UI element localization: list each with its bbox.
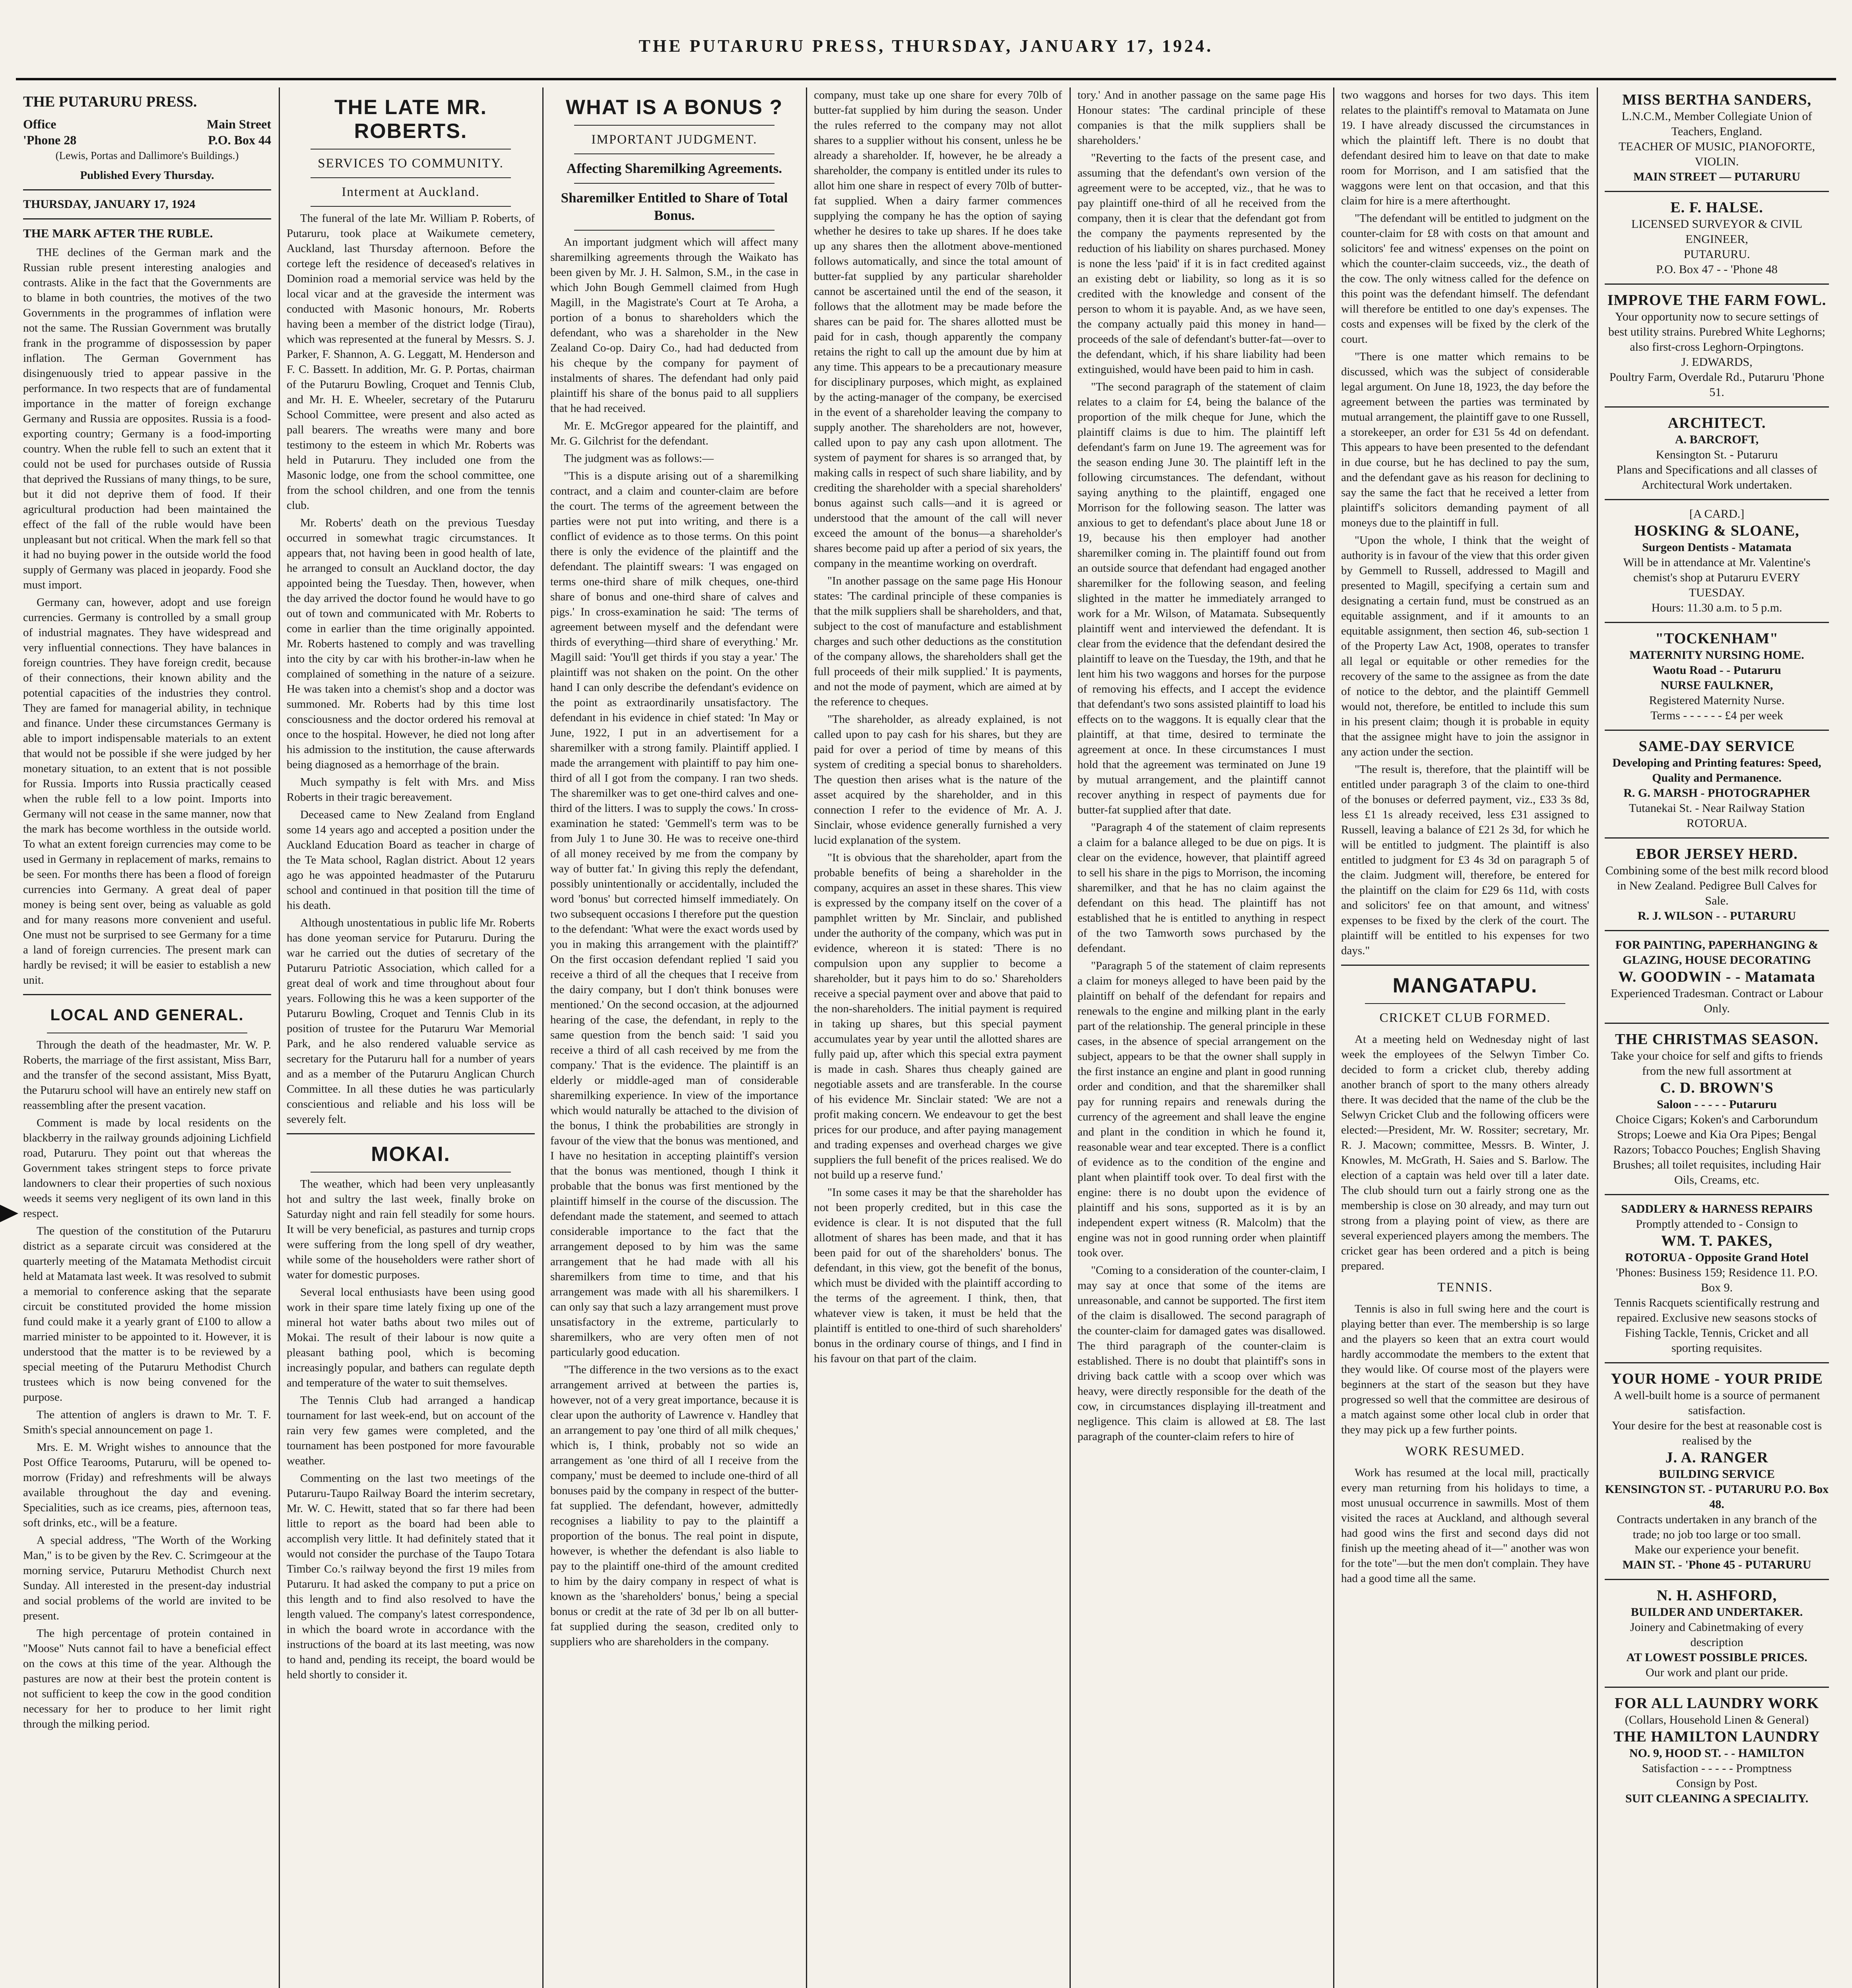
published-line: Published Every Thursday. (80, 169, 214, 182)
ad-ebor-jersey: EBOR JERSEY HERD. Combining some of the best milk record blood in New Zealand. Pedigree Bull Calves for Sale. R. J. WILSON - - PUTARURU (1605, 846, 1829, 922)
bonus-subheading: Affecting Sharemilking Agreements. (566, 161, 782, 176)
divider (1605, 1579, 1829, 1580)
divider (574, 230, 775, 231)
ad-tockenham: "TOCKENHAM" MATERNITY NURSING HOME. Waotu Road - - Putaruru NURSE FAULKNER, Registered Maternity Nurse. Terms - - - - - - £4 per week (1629, 630, 1804, 722)
masthead-rule (16, 78, 1836, 80)
local-paragraph: The high percentage of protein contained in "Moose" Nuts cannot fail to have a beneficial effect on the cows at this time of the year. Although the pastures are now at their best the protein content is not sufficient to keep the cow in the good condition necessary for her to produce to her limit right through the milking period. (23, 1627, 271, 1730)
judgment-paragraph: "Reverting to the facts of the present case, and assuming that the defendant's own version of the agreement were to be accepted, viz., that he was to pay plaintiff one-third of all he received from the company, then it is clear that the defendant got from the company the payments represented by the reduction of his liability on shares purchased. Money is none the less 'paid' if it is in fact credited against an existing debt or liability, so long as it is so credited with the knowledge and consent of the person to whom it is payable. And, as we have seen, the company actually paid this money in hand—proceeds of the sale of defendant's butter-fat—over to the defendant, which, if his share liability had been extinguished, would have been paid to him in cash. (1077, 151, 1326, 376)
ad-hosking-sloane: [A CARD.] HOSKING & SLOANE, Surgeon Dentists - Matamata Will be in attendance at Mr. Valentine's chemist's shop at Putaruru EVERY TUESDAY. Hours: 11.30 a.m. to 5 p.m. (1623, 507, 1811, 614)
local-paragraph: The attention of anglers is drawn to Mr. T. F. Smith's special announcement on page 1. (23, 1408, 271, 1436)
judgment-paragraph: "The shareholder, as already explained, is not called upon to pay cash for his shares, but they are paid for over a period of time by means of this system of crediting a special bonus to shareholders. The question then arises what is the nature of the asset acquired by the shareholder, and in this connection I refer to the evidence of Mr. A. J. Sinclair, whose evidence generally furnished a very lucid explanation of the system. (814, 713, 1062, 846)
office-line: Office Main Street (23, 117, 271, 131)
divider (311, 206, 511, 207)
local-paragraph: Through the death of the headmaster, Mr. W. P. Roberts, the marriage of the first assistant, Miss Barr, and the transfer of the second assistant, Miss Byatt, the Putaruru school will have an entirely new staff on reassembling after the present vacation. (23, 1039, 271, 1112)
work-subheading: WORK RESUMED. (1405, 1444, 1525, 1458)
local-general-title: LOCAL AND GENERAL. (50, 1006, 244, 1024)
column-7-advertisements (1598, 87, 1836, 1988)
column-6 (1334, 87, 1596, 1988)
mokai-paragraph: Commenting on the last two meetings of the Putaruru-Taupo Railway Board the interim secretary, Mr. W. C. Hewitt, stated that so far there had been little to report as the board had been able to accomplish very little. It had definitely stated that it would not consider the purchase of the Taupo Totara Timber Co.'s railway beyond the first 19 miles from Putaruru. It had asked the company to put a price on this length and to find also resolved to have the length valued. The company's latest correspondence, in which the board wrote in accordance with the instructions of the board at its last meeting, was now to hand and, pending its receipt, the board would be held shortly to consider it. (287, 1472, 535, 1681)
mokai-headline: MOKAI. (371, 1143, 450, 1166)
divider (1605, 499, 1829, 500)
judgment-paragraph: "In another passage on the same page His Honour states: 'The cardinal principle of these companies is that the milk suppliers shall be shareholders, and that, subject to the cost of manufacture and establishment charges and such other deductions as the constitution of the company allows, the shareholders shall get the full proceeds of their milk supplied.' It is payments, and not the mode of payment, which are aimed at by the reference to cheques. (814, 575, 1062, 708)
divider (1605, 622, 1829, 623)
ad-christmas-season: THE CHRISTMAS SEASON. Take your choice for self and gifts to friends from the new full assortment at C. D. BROWN'S Saloon - - - - - Putaruru Choice Cigars; Koken's and Carborundum Strops; Loewe and Kia Ora Pipes; Bengal Razors; Tobacco Pouches; English Shaving Brushes; all toilet requisites, including Hair Oils, Creams, etc. (1611, 1031, 1823, 1186)
divider (574, 153, 775, 154)
divider (1341, 965, 1589, 966)
bonus-paragraph: The judgment was as follows:— (564, 452, 714, 465)
divider (1605, 1023, 1829, 1024)
column-4 (807, 87, 1069, 1988)
ad-architect: ARCHITECT. A. BARCROFT, Kensington St. - Putaruru Plans and Specifications and all classes of Architectural Work undertaken. (1616, 415, 1817, 491)
cricket-subheading: CRICKET CLUB FORMED. (1379, 1011, 1551, 1025)
divider (23, 189, 271, 190)
leader-title: THE MARK AFTER THE RUBLE. (23, 226, 213, 240)
divider (23, 994, 271, 995)
divider (1365, 1003, 1565, 1004)
bonus-subheading: Sharemilker Entitled to Share of Total Bonus. (561, 190, 788, 223)
roberts-subheading: SERVICES TO COMMUNITY. (318, 156, 504, 171)
judgment-paragraph: "Upon the whole, I think that the weight of authority is in favour of the view that this order given by Gemmell to Russell, addressed to Magill and presented to Magill, specifying a certain sum and designating a certain fund, must be construed as an equitable assignment, and if it amounts to an equitable assignment, then section 46, sub-section 1 of the Property Law Act, 1908, operates to transfer all legal or equitable or other remedies for the recovery of the same to the assignee as from the date of notice to the debtor, and the plaintiff Gemmell would not, therefore, be entitled to include this sum in his present claim; though it is probable in equity that the assignee might have to join the assignor in any action under the section. (1341, 534, 1589, 758)
ad-pakes-saddlery: SADDLERY & HARNESS REPAIRS Promptly attended to - Consign to WM. T. PAKES, ROTORUA - Opposite Grand Hotel 'Phones: Business 159; Residence 11. P.O. Box 9. Tennis Racquets scientifically restrung and repaired. Exclusive new seasons stocks of Fishing Tackle, Tennis, Cricket and all sporting requisites. (1614, 1202, 1820, 1355)
leader-paragraph: Germany can, however, adopt and use foreign currencies. Germany is controlled by a small group of industrial magnates. They have widespread and very influential connections. They have balances in foreign countries. They have foreign credit, because of their connections, their known ability and the potential capacities of the industries they control. They are famed for managerial ability, in technique and finance. Under these circumstances Germany is able to import indispensable materials to an extent that would not be possible if she were judged by her monetary situation, to an extent that is not possible for Russia. Imports into Russia practically ceased when the ruble fell to a low point. Imports into Germany will not cease in the same manner, now that the mark has become worthless in the outside world. To what an extent foreign currencies may come to be used in Germany in replacement of marks, remains to be seen. For months there has been a flood of foreign currencies into Germany. A great deal of paper money is being sent over, being as valuable as gold and for many reasons more convenient and useful. One must not be surprised to see Germany for a time a land of foreign currencies. The present mark can hardly be revised; it will be easier to establish a new unit. (23, 596, 271, 986)
judgment-paragraph: "It is obvious that the shareholder, apart from the probable benefits of being a shareholder in the company, acquires an asset in these shares. This view is expressed by the company itself on the cover of a pamphlet written by Mr. Sinclair, and published under the authority of the company, which was put in evidence, whereon it is stated: 'There is no compulsion upon any supplier to become a shareholder, but it pays him to do so.' Shareholders receive a special payment over and above that paid to the non-shareholders. The initial payment is required in taking up shares, but this special payment accumulates year by year until the allotted shares are fully paid up, after which this special extra payment is made in cash. Shares thus cheaply gained are negotiable assets and are transferable. In the course of his evidence Mr. Sinclair stated: 'We are not a profit making concern. We endeavour to get the best prices for our produce, and after paying management and trading expenses and overhead charges we give suppliers the full benefit of the prices realised. We do not build up a reserve fund.' (814, 851, 1062, 1181)
column-1 (16, 87, 278, 1988)
ad-ranger-building: YOUR HOME - YOUR PRIDE A well-built home is a source of permanent satisfaction. Your desire for the best at reasonable cost is realised by the J. A. RANGER BUILDING SERVICE KENSINGTON ST. - PUTARURU P.O. Box 48. Contracts undertaken in any branch of the trade; no job too large or too small. Make our experience your benefit. MAIN ST. - 'Phone 45 - PUTARURU (1605, 1371, 1829, 1571)
judgment-paragraph: "In some cases it may be that the shareholder has not been properly credited, but in this case the evidence is clear. It is not disputed that the full allotment of shares has been made, and that it has been paid for out of the shareholders' bonus. The defendant, in this view, got the benefit of the bonus, which must be divided with the plaintiff according to the terms of the agreement. I think, then, that whatever view is taken, it must be held that the plaintiff is entitled to one-third of such shareholders' bonus in the ordinary course of things, and I find in his favour on that part of the claim. (814, 1186, 1062, 1365)
divider (1605, 191, 1829, 192)
ad-goodwin: FOR PAINTING, PAPERHANGING & GLAZING, HOUSE DECORATING W. GOODWIN - - Matamata Experienced Tradesman. Contract or Labour Only. (1610, 938, 1823, 1015)
mokai-paragraph: The weather, which had been very unpleasantly hot and sultry the last week, finally broke on Saturday night and rain fell steadily for some hours. It will be very beneficial, as pastures and turnip crops were suffering from the long spell of dry weather, while some of the householders were rather short of water for domestic purposes. (287, 1178, 535, 1281)
judgment-paragraph: "The result is, therefore, that the plaintiff will be entitled under paragraph 3 of the claim to one-third of the bonuses or deferred payment, viz., £33 3s 8d, less £1 1s already received, less £31 assigned to Russell, leaving a balance of £21 2s 3d, for which he will be entitled to judgment. The plaintiff is also entitled to judgment for £3 4s 3d on paragraph 5 of the claim. Judgment will, therefore, be entered for the plaintiff on the claim for £29 6s 11d, with costs and solicitors' fee on that amount, and witness' expenses to be fixed by the clerk of the court. The plaintiff will be entitled to his expenses for two days." (1341, 763, 1589, 957)
column-5 (1070, 87, 1333, 1988)
judgment-paragraph: "Coming to a consideration of the counter-claim, I may say at once that some of the items are unreasonable, and cannot be supported. The first item of the claim is disallowed. The second paragraph of the counter-claim for damaged gates was disallowed. The third paragraph of the counter-claim is established. There is no doubt that plaintiff's sons in driving back cattle with a scoop over which was heavy, were directly responsible for the death of the cow, in circumstances displaying ill-treatment and negligence. This claim is allowed at £8. The last paragraph of the counter-claim refers to hire of (1077, 1264, 1326, 1443)
divider (1605, 930, 1829, 931)
judgment-paragraph: "The second paragraph of the statement of claim relates to a claim for £4, being the balance of the proportion of the milk cheque for June, which the plaintiff claims is due to him. The plaintiff left defendant's farm on June 19. The agreement was for the season ending June 30. The plaintiff left in the following circumstances. The defendant, without saying anything to the plaintiff, engaged one Morrison for the following season. The latter was anxious to get to defendant's place about June 18 or 19, because his then employer had another sharemilker coming in. The plaintiff found out from an outside source that defendant had engaged another sharemilker for the following season, and feeling slighted in the matter he immediately arranged to work for a Mr. Wilson, of Matamata. Subsequently plaintiff went and interviewed the defendant. It is clear from the evidence that the defendant desired the plaintiff to leave on the Tuesday, the 19th, and that he lent him his two waggons and horses for the purpose of removing his effects, and I accept the evidence that defendant's two sons assisted plaintiff to load his effects on to the waggons. It is equally clear that the plaintiff, at that time, desired to terminate the agreement at once. In these circumstances I must hold that the agreement was terminated on June 19 by mutual arrangement, and the plaintiff cannot recover anything in respect of payments due for butter-fat supplied after that date. (1077, 381, 1326, 816)
printers-line: (Lewis, Portas and Dallimore's Buildings.) (55, 149, 239, 161)
mangatapu-headline: MANGATAPU. (1392, 974, 1538, 997)
divider (574, 183, 775, 184)
divider (311, 177, 511, 178)
divider (23, 218, 271, 219)
divider (1605, 1687, 1829, 1688)
tennis-subheading: TENNIS. (1437, 1280, 1493, 1295)
bonus-paragraph: An important judgment which will affect many sharemilking agreements through the Waikato has been given by Mr. J. H. Salmon, S.M., in the case in which John Bough Gemmell claimed from Hugh Magill, in the Magistrate's Court at Te Aroha, a portion of a bonus to shareholders which the defendant, who was a shareholder in the New Zealand Co-op. Dairy Co., had had deducted from his cheque by the company for payment of instalments of shares. The defendant had only paid plaintiff his share of the bonus paid to all suppliers that he had received. (550, 236, 798, 415)
roberts-paragraph: The funeral of the late Mr. William P. Roberts, of Putaruru, took place at Waikumete cemetery, Auckland, last Thursday afternoon. Before the cortege left the residence of deceased's relatives in Dominion road a memorial service was held by the local vicar and at the graveside the interment was conducted with Masonic honours, Mr. Roberts having been a member of the district lodge (Tirau), which was represented at the funeral by Messrs. S. J. Parker, F. Shannon, A. G. Leggatt, M. Henderson and F. C. Bassett. In addition, Mr. G. P. Portas, chairman of the Putaruru Bowling, Croquet and Tennis Club, and Mr. H. E. Wheeler, secretary of the Putaruru School Committee, were present and also acted as pall bearers. The wreaths were many and bore testimony to the esteem in which Mr. Roberts was held in Putaruru. They included one from the Masonic lodge, one from the school committee, one from the school children, and one from the tennis club. (287, 212, 535, 512)
dateline: THURSDAY, JANUARY 17, 1924 (23, 198, 196, 211)
judgment-paragraph: tory.' And in another passage on the same page His Honour states: 'The cardinal principle of these companies is that the milk suppliers shall be shareholders.' (1077, 89, 1326, 147)
ad-hamilton-laundry: FOR ALL LAUNDRY WORK (Collars, Household Linen & General) THE HAMILTON LAUNDRY NO. 9, HOOD ST. - - HAMILTON Satisfaction - - - - - Promptness Consign by Post. SUIT CLEANING A SPECIALITY. (1613, 1695, 1820, 1805)
ad-marsh-photographer: SAME-DAY SERVICE Developing and Printing features: Speed, Quality and Permanence. R. G. MARSH - PHOTOGRAPHER Tutanekai St. - Near Railway Station ROTORUA. (1612, 738, 1821, 830)
divider (1605, 1194, 1829, 1195)
judgment-paragraph: "There is one matter which remains to be discussed, which was the subject of considerable legal argument. On June 18, 1923, the day before the agreement between the parties was terminated by mutual arrangement, the plaintiff gave to one Russell, a storekeeper, an order for £31 5s 4d on defendant. This appears to have been presented to the defendant in due course, but he has declined to pay the sum, and the defendant gave as his reason for declining to say the same the fact that he received a letter from plaintiff's solicitors demanding payment of all moneys due to the plaintiff in full. (1341, 350, 1589, 529)
bonus-paragraph: "This is a dispute arising out of a sharemilking contract, and a claim and counter-claim are before the court. The terms of the agreement between the parties were not put into writing, and there is a conflict of evidence as to those terms. On this point there is only the evidence of the plaintiff and the defendant. The plaintiff swears: 'I was engaged on terms one-third share of milk cheques, one-third share of bonus and one-third share of calves and pigs.' In cross-examination he said: 'The terms of agreement between myself and the defendant were thirds of everything—third share of everything.' Mr. Magill said: 'You'll get thirds if you stay a year.' The plaintiff was not shaken on the point. On the other hand I can only describe the defendant's evidence on the point as extraordinarily unsatisfactory. The defendant in his evidence in chief stated: 'In May or June, 1922, I put in an advertisement for a sharemilker with a strong family. Plaintiff applied. I made the arrangement with plaintiff to pay him one-third of all I got from the company. I ran two sheds. The sharemilker was to get one-third calves and one-third of the litters. I was to supply the cows.' In cross-examination he stated: 'Gemmell's term was to be from July 1 to June 30. He was to receive one-third of all money received by me from the company by way of butter fat.' In giving this reply the defendant, possibly unintentionally or accidentally, included the word 'bonus' but corrected himself immediately. On two subsequent occasions I therefore put the question to the defendant: 'What were the exact words used by you in making this arrangement with the plaintiff?' On the first occasion defendant replied 'I said you receive a third of all the cheques that I receive from the dairy company, but I don't think bonuses were mentioned.' On the second occasion, at the adjourned hearing of the case, the defendant, in reply to the same question from the bench said: 'I said you receive a third of all cash received by me from the company.' That is the evidence. The plaintiff is an elderly or middle-aged man of considerable sharemilking experience. In view of the importance which would naturally be attached to the division of the bonus, I think the probabilities are strongly in favour of the view that the bonus was mentioned, and I have no hesitation in accepting plaintiff's version that the bonus was mentioned, though I think it probable that the bonus was first mentioned by the plaintiff himself in the course of the discussion. The defendant made the statement, and seemed to attach considerable importance to the fact that the arrangement deposed to by him was the same arrangement that he had made with all his sharemilkers from time to time, and that his arrangement was made with all his sharemilkers. I can only say that such a lazy arrangement must prove unsatisfactory in the extreme, particularly to sharemilkers, who are very often men of not particularly good education. (550, 470, 798, 1359)
divider (1605, 1362, 1829, 1363)
roberts-paragraph: Although unostentatious in public life Mr. Roberts has done yeoman service for Putaruru. During the war he carried out the duties of secretary of the Putaruru Patriotic Association, which called for a great deal of work and time throughout about four years. Following this he was a keen supporter of the Putaruru Bowling, Croquet and Tennis Club in its position of trustee for the Putaruru War Memorial Park, and he also rendered valuable service as secretary for the Putaruru hall for a number of years and as a member of the Putaruru Anglican Church Committee. In all these duties he was particularly conscientious and reliable and his loss will be severely felt. (287, 916, 535, 1126)
judgment-paragraph: "Paragraph 5 of the statement of claim represents a claim for moneys alleged to have been paid by the plaintiff on behalf of the defendant for repairs and renewals to the engine and milking plant in the early part of the relationship. The general principle in these cases, in the absence of special arrangement on the subject, appears to be that the owner shall supply in the first instance an engine and plant in good running order and condition, and that the sharemilker shall pay for running repairs and renewals during the currency of the agreement and shall leave the engine and plant in the condition in which he found it, reasonable wear and tear excepted. There is a conflict of evidence as to the condition of the engine and plant when plaintiff took over. To deal first with the engine: there is no doubt upon the evidence of plaintiff and his sons, supported as it is by an independent expert witness (R. Malcolm) that the engine was not in good running order when plaintiff took over. (1077, 959, 1326, 1259)
judgment-paragraph: two waggons and horses for two days. This item relates to the plaintiff's removal to Matamata on June 19. I have already discussed the circumstances in which the plaintiff left. There is no doubt that defendant desired him to leave on that date to make room for Morrison, and I am satisfied that the waggons were lent on that occasion, and that this claim for hire is a mere afterthought. (1341, 89, 1589, 207)
phone-line: 'Phone 28 P.O. Box 44 (23, 133, 271, 147)
bonus-paragraph: Mr. E. McGregor appeared for the plaintiff, and Mr. G. Gilchrist for the defendant. (550, 419, 798, 447)
divider (1605, 283, 1829, 285)
roberts-paragraph: Mr. Roberts' death on the previous Tuesday occurred in somewhat tragic circumstances. It appears that, not having been in good health of late, he arranged to consult an Auckland doctor, the day appointed being the Tuesday. Then, however, when the day arrived the doctor found he would have to go out of town and communicated with Mr. Roberts to come in earlier than the time originally appointed. Mr. Roberts hastened to comply and was travelling into the city by car with his brother-in-law when he complained of something in the nature of a seizure. He was taken into a chemist's shop and a doctor was summoned. Mr. Roberts had by this time lost consciousness and the doctor ordered his removal at once to the hospital. However, he died not long after his admission to the institution, the cause afterwards being diagnosed as a hemorrhage of the brain. (287, 516, 535, 771)
judgment-paragraph: company, must take up one share for every 70lb of butter-fat supplied by him during the season. Under the rules referred to the company may not allot shares to a supplier without his consent, unless he be already a shareholder. If, however, he be already a shareholder, the company is entitled under its rules to allot him one share in respect of every 70lb of butter-fat supplied. When a dairy farmer commences supplying the company he has the option of saying whether he desires to take up shares. If he does take up any shares then the allotment above-mentioned follows automatically, and since the total amount of butter-fat supplied by any particular shareholder cannot be ascertained until the end of the season, it follows that the allotment may be made before the shares can be paid for. The shares allotted must be paid for in cash, though apparently the company retains the right to call up the amount due by him at any time. This appears to be a precautionary measure for disciplinary purposes, which might, as explained by the acting-manager of the company, be exercised in the event of a shareholder leaving the company to supply another. The shareholders are not, however, called upon to pay any cash upon allotment. The system of payment for shares is so arranged that, by making calls in respect of such share liability, and by crediting the shareholder with a special shareholders' bonus against such calls—and it is agreed or understood that the amount of the call will never exceed the amount of the bonus—a shareholder's shares become paid up after a period of six years, the company in the meantime working on overdraft. (814, 89, 1062, 570)
column-3 (543, 87, 806, 1988)
masthead: THE PUTARURU PRESS, THURSDAY, JANUARY 17, 1924. (639, 36, 1213, 56)
divider (1605, 837, 1829, 839)
local-paragraph: A special address, "The Worth of the Working Man," is to be given by the Rev. C. Scrimgeour at the morning service, Putaruru Methodist Church next Sunday. All interested in the present-day industrial and social problems of the world are invited to be present. (23, 1534, 271, 1622)
leader-paragraph: THE declines of the German mark and the Russian ruble present interesting analogies and contrasts. Alike in the fact that the Governments are to blame in both countries, the motives of the two Governments in the programmes of inflation were not the same. The Russian Government was brutally frank in the programme of dispossession by paper inflation. The German Government has disingenuously tried to appear passive in the performance. In two respects that are of fundamental importance in the matter of foreign exchange Germany and Russia are opposites. Russia is a food-exporting country; Germany is a food-importing country. When the ruble fell to such an extent that it could not be used for purchases outside of Russia that deprived the Russians of many things, to be sure, but it did not deprive them of food. If their agricultural production had been maintained the effect of the fall of the ruble would have been unpleasant but not critical. When the mark fell so that it had no buying power in the outside world the food supply of Germany was placed in jeopardy. Food she must import. (23, 246, 271, 591)
divider (287, 1133, 535, 1134)
bonus-subheading: IMPORTANT JUDGMENT. (591, 132, 757, 147)
ad-ashford: N. H. ASHFORD, BUILDER AND UNDERTAKER. Joinery and Cabinetmaking of every description AT LOWEST POSSIBLE PRICES. Our work and plant our pride. (1626, 1587, 1807, 1679)
judgment-paragraph: "Paragraph 4 of the statement of claim represents a claim for a balance alleged to be due on pigs. It is clear on the evidence, however, that plaintiff agreed to sell his share in the pigs to Morrison, the incoming sharemilker, and that he has no claim against the defendant on this head. The plaintiff has not established that he is entitled to anything in respect of the two Tamworth sows purchased by the defendant. (1077, 821, 1326, 955)
ad-farm-fowl: IMPROVE THE FARM FOWL. Your opportunity now to secure settings of best utility strains. Purebred White Leghorns; also first-cross Leghorn-Orpingtons. J. EDWARDS, Poultry Farm, Overdale Rd., Putaruru 'Phone 51. (1607, 292, 1827, 399)
mangatapu-paragraph: Work has resumed at the local mill, practically every man returning from his holidays to time, a most unusual occurrence in sawmills. Most of them visited the races at Auckland, and although several had good wins the first and second days did not finish up the meeting ahead of it—" another was won for the tote"—but the men don't complain. They have had a good time all the same. (1341, 1466, 1589, 1585)
roberts-paragraph: Deceased came to New Zealand from England some 14 years ago and accepted a position under the Auckland Education Board as teacher in charge of the Te Mata school, Raglan district. About 12 years ago he was appointed headmaster of the Putaruru school and continued in that position till the time of his death. (287, 808, 535, 912)
mokai-paragraph: The Tennis Club had arranged a handicap tournament for last week-end, but on account of the rain very few games were completed, and the tournament has been postponed for more favourable weather. (287, 1394, 535, 1467)
divider (574, 125, 775, 126)
ad-halse: E. F. HALSE. LICENSED SURVEYOR & CIVIL ENGINEER, PUTARURU. P.O. Box 47 - - 'Phone 48 (1631, 199, 1803, 276)
judgment-paragraph: "The defendant will be entitled to judgment on the counter-claim for £8 with costs on that amount and solicitors' fee and witness' expenses on the point on which the counter-claim succeeds, viz., the death of the cow. The only witness called for the defence on this point was the defendant himself. The defendant will therefore be entitled to one day's expenses. The costs and expenses will be fixed by the clerk of the court. (1341, 212, 1589, 346)
bonus-paragraph: "The difference in the two versions as to the exact arrangement arrived at between the parties is, however, not of a very great importance, because it is clear upon the authority of Lawrence v. Handley that an arrangement to pay 'one third of all milk cheques,' which is, I think, probably not so wide an arrangement as 'one third of all I receive from the company,' must be deemed to include one-third of all bonuses paid by the company in respect of the butter-fat supplied. The defendant, however, admittedly recognises a liability to pay to the plaintiff a proportion of the bonus. The real point in dispute, however, is whether the defendant is also liable to pay to the plaintiff one-third of the amount credited to him by the dairy company in respect of what is known as the 'shareholders' bonus,' being a special bonus or credit at the rate of 3d per lb on all butter-fat supplied during the season, credited only to suppliers who are shareholders in the company. (550, 1363, 798, 1648)
divider (1605, 406, 1829, 408)
mangatapu-paragraph: At a meeting held on Wednesday night of last week the employees of the Selwyn Timber Co. decided to form a cricket club, thereby adding another branch of sport to the many others already there. It was decided that the name of the club be the Selwyn Cricket Club and the following officers were elected:—President, Mr. W. Rossiter; secretary, Mr. R. J. Macown; committee, Messrs. B. Winter, J. Knowles, M. McGrath, H. Saies and S. Barlow. The election of a captain was held over till a later date. The club should turn out a fairly strong one as the membership is close on 30 already, and may turn out strong from a playing point of view, as there are several experienced players among the members. The cricket gear has been ordered and a pitch is being prepared. (1341, 1033, 1589, 1272)
mokai-paragraph: Several local enthusiasts have been using good work in their spare time lately fixing up one of the mineral hot water baths about two miles out of Mokai. The result of their labour is now quite a pleasant bathing pool, which is becoming increasingly popular, and bathers can regulate depth and temperature of the water to suit themselves. (287, 1286, 535, 1389)
bonus-headline: WHAT IS A BONUS ? (565, 96, 783, 119)
column-2 (280, 87, 542, 1988)
ad-sanders: MISS BERTHA SANDERS, L.N.C.M., Member Collegiate Union of Teachers, England. TEACHER OF MUSIC, PIANOFORTE, VIOLIN. MAIN STREET — PUTARURU (1618, 91, 1815, 183)
local-paragraph: Mrs. E. M. Wright wishes to announce that the Post Office Tearooms, Putaruru, will be opened to-morrow (Friday) and refreshments will be always available throughout the day and evening. Specialities, such as ice creams, pies, afternoon teas, soft drinks, etc., will be a feature. (23, 1441, 271, 1529)
paper-box-title: THE PUTARURU PRESS. (23, 93, 197, 110)
roberts-headline: THE LATE MR. ROBERTS. (334, 96, 487, 143)
divider (311, 1172, 511, 1173)
roberts-paragraph: Much sympathy is felt with Mrs. and Miss Roberts in their tragic bereavement. (287, 776, 535, 804)
local-paragraph: Comment is made by local residents on the blackberry in the railway grounds adjoining Lichfield road, Putaruru. They point out that whereas the Government takes stringent steps to force private landowners to clear their properties of such noxious weeds it seems very negligent of its own land in this respect. (23, 1116, 271, 1220)
divider (1605, 730, 1829, 731)
local-paragraph: The question of the constitution of the Putaruru district as a separate circuit was considered at the quarterly meeting of the Matamata Methodist circuit held at Matamata last week. It was resolved to submit a memorial to conference asking that the separate circuit be constituted provided the home mission fund could make it a yearly grant of £100 to allow a married minister to be appointed to it. However, it is understood that the matter is to be reviewed by a special meeting of the Putaruru Methodist Church trustees which is now being convened for the purpose. (23, 1225, 271, 1404)
mangatapu-paragraph: Tennis is also in full swing here and the court is playing better than ever. The membership is so large and the players so keen that an extra court would hardly accommodate the members to the extent that they would like. Of course most of the players were beginners at the start of the season but they have progressed so well that the committee are desirous of a match against some other local club in order that they may pick up a few further points. (1341, 1303, 1589, 1436)
roberts-subheading: Interment at Auckland. (342, 185, 480, 199)
